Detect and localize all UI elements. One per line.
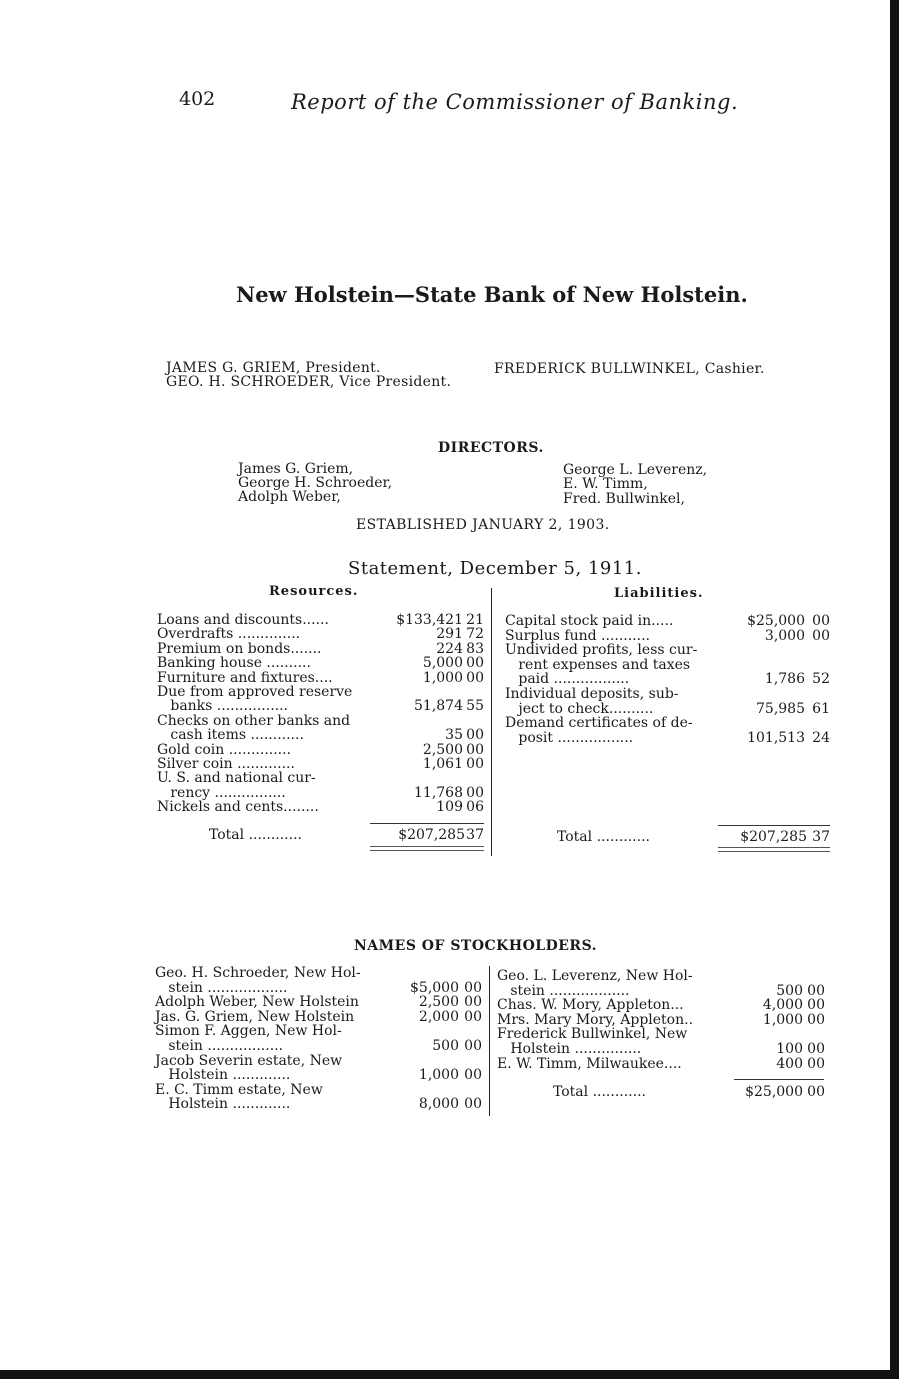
row-label: Due from approved reserve [157,684,353,700]
row-cents: 61 [812,700,830,717]
stockholders-total-row [553,1085,825,1100]
ledger-row [505,702,830,717]
row-label: Surplus fund ........... [505,627,650,644]
row-label: banks ................ [157,698,288,715]
ledger-row [497,969,825,984]
statement-column-divider [491,588,492,856]
row-label: Silver coin ............. [157,756,295,772]
ledger-row [155,1010,482,1025]
ledger-row [157,743,484,758]
row-label: E. C. Timm estate, New [155,1081,323,1098]
row-amount: 3,000 [764,627,805,644]
ledger-row [497,1042,825,1057]
row-label: Frederick Bullwinkel, New [497,1026,688,1043]
row-amount: 100 [776,1041,803,1057]
row-label: Undivided profits, less cur- [505,642,698,659]
total-amount: $207,285 [740,829,807,845]
row-cents: 00 [464,1067,482,1084]
row-cents: 06 [466,799,484,816]
ledger-row [505,716,830,731]
row-amount: $25,000 [747,613,805,629]
row-amount: 75,985 [756,700,805,717]
ledger-row [497,984,825,999]
running-head: Report of the Commissioner of Banking. [291,90,739,114]
row-label: posit ................. [505,729,634,746]
row-label: Furniture and fixtures.... [157,669,333,686]
row-label: Checks on other banks and [157,712,351,729]
officer-vice-president: GEO. H. SCHROEDER, Vice President. [166,374,452,390]
row-amount: 500 [776,982,803,999]
ledger-row [155,1097,482,1112]
row-label: Holstein ............... [497,1041,642,1057]
row-cents: 00 [807,982,825,999]
liabilities-heading: Liabilities. [614,586,704,601]
ledger-row [155,995,482,1010]
row-amount: 400 [776,1055,803,1072]
row-label: Holstein ............. [155,1067,291,1084]
ledger-row [155,1024,482,1039]
row-label: stein .................. [155,979,288,996]
director-name: E. W. Timm, [563,476,648,492]
row-cents: 00 [464,979,482,996]
statement-title: Statement, December 5, 1911. [348,558,642,579]
ledger-row [155,1054,482,1069]
row-label: stein .................. [497,982,630,999]
row-cents: 00 [466,784,484,801]
row-amount: 1,000 [762,1011,803,1028]
row-label: Loans and discounts...... [157,612,329,628]
row-amount: 101,513 [747,729,805,746]
ledger-row [505,629,830,644]
row-amount: $133,421 [396,612,463,628]
row-label: E. W. Timm, Milwaukee.... [497,1055,682,1072]
row-label: rent expenses and taxes [505,656,691,673]
resources-total-row [209,828,484,843]
row-label: ject to check.......... [505,700,654,717]
ledger-row [157,728,484,743]
row-amount: 4,000 [762,997,803,1014]
ledger-row [155,1068,482,1083]
ledger-row [505,643,830,658]
row-cents: 00 [466,756,484,772]
row-amount: 1,000 [418,1067,459,1084]
director-name: Fred. Bullwinkel, [563,491,685,507]
row-label: Jas. G. Griem, New Holstein [155,1008,355,1025]
row-amount: 11,768 [414,784,463,801]
ledger-row [497,1013,825,1028]
row-label: Capital stock paid in..... [505,613,674,629]
director-name: George H. Schroeder, [238,475,393,491]
ledger-row [157,671,484,686]
row-label: Adolph Weber, New Holstein [155,994,359,1011]
row-amount: 224 [436,640,463,657]
row-cents: 00 [466,669,484,686]
total-cents: 37 [466,827,484,843]
row-cents: 00 [807,1055,825,1072]
row-cents: 00 [464,1038,482,1054]
total-double-rule [370,846,484,851]
row-cents: 83 [466,640,484,657]
officer-president: JAMES G. GRIEM, President. [166,360,381,376]
page-edge-right [890,0,899,1379]
row-label: Individual deposits, sub- [505,686,679,702]
ledger-row [157,714,484,729]
page-edge-bottom [0,1370,899,1379]
row-amount: 500 [432,1038,459,1054]
directors-heading: DIRECTORS. [438,440,544,456]
row-amount: 1,000 [422,669,463,686]
total-label: Total ............ [557,829,650,845]
row-amount: 1,061 [422,756,463,772]
ledger-row [157,757,484,772]
ledger-row [505,614,830,629]
total-rule [718,825,830,826]
row-amount: 35 [445,727,463,744]
row-label: Geo. L. Leverenz, New Hol- [497,968,693,984]
row-label: Nickels and cents........ [157,799,319,816]
bank-title: New Holstein—State Bank of New Holstein. [236,282,748,307]
row-cents: 00 [812,613,830,629]
ledger-row [505,731,830,746]
row-label: Chas. W. Mory, Appleton... [497,997,684,1014]
row-label: rency ................ [157,784,286,801]
ledger-row [497,998,825,1013]
ledger-row [497,1057,825,1072]
row-cents: 24 [812,729,830,746]
stockholders-column-divider [489,966,490,1116]
row-label: Simon F. Aggen, New Hol- [155,1023,342,1040]
ledger-row [157,800,484,815]
ledger-row [505,672,830,687]
row-cents: 00 [807,1041,825,1057]
row-amount: 291 [436,626,463,643]
total-amount: $25,000 [745,1084,803,1100]
row-cents: 21 [466,612,484,628]
ledger-row [157,699,484,714]
ledger-row [157,656,484,671]
row-cents: 72 [466,626,484,643]
row-label: stein ................. [155,1038,284,1054]
ledger-row [157,786,484,801]
row-label: Overdrafts .............. [157,626,301,643]
total-cents: 00 [807,1084,825,1100]
row-label: Holstein ............. [155,1096,291,1113]
director-name: Adolph Weber, [238,489,341,505]
row-cents: 00 [464,1096,482,1113]
row-label: paid ................. [505,671,630,688]
established-date: ESTABLISHED JANUARY 2, 1903. [356,517,610,533]
ledger-row [157,627,484,642]
row-amount: 5,000 [422,655,463,672]
row-amount: $5,000 [410,979,459,996]
total-label: Total ............ [553,1084,646,1100]
ledger-row [157,771,484,786]
row-cents: 00 [466,741,484,758]
ledger-row [157,642,484,657]
row-amount: 51,874 [414,698,463,715]
page-number: 402 [179,88,216,110]
total-label: Total ............ [209,827,302,843]
stockholders-heading: NAMES OF STOCKHOLDERS. [354,938,598,954]
total-double-rule [718,847,830,852]
ledger-row [155,966,482,981]
row-label: Mrs. Mary Mory, Appleton.. [497,1011,694,1028]
row-cents: 55 [466,698,484,715]
row-label: Jacob Severin estate, New [155,1052,343,1069]
ledger-row [497,1027,825,1042]
row-label: Geo. H. Schroeder, New Hol- [155,965,361,981]
row-amount: 1,786 [764,671,805,688]
ledger-row [155,1083,482,1098]
row-cents: 00 [466,655,484,672]
row-label: cash items ............ [157,727,304,744]
ledger-row [157,613,484,628]
row-amount: 8,000 [418,1096,459,1113]
row-amount: 2,000 [418,1008,459,1025]
total-amount: $207,285 [398,827,465,843]
row-amount: 2,500 [418,994,459,1011]
director-name: James G. Griem, [238,461,354,477]
row-cents: 00 [807,1011,825,1028]
total-rule [370,823,484,824]
row-label: Gold coin .............. [157,741,292,758]
row-amount: 109 [436,799,463,816]
row-label: U. S. and national cur- [157,770,316,787]
total-cents: 37 [812,829,830,845]
row-cents: 00 [466,727,484,744]
row-label: Banking house .......... [157,655,311,672]
row-amount: 2,500 [422,741,463,758]
row-cents: 00 [812,627,830,644]
row-cents: 52 [812,671,830,688]
director-name: George L. Leverenz, [563,462,708,478]
total-rule [734,1079,824,1080]
ledger-row [505,658,830,673]
row-label: Demand certificates of de- [505,715,693,732]
ledger-row [155,981,482,996]
row-label: Premium on bonds....... [157,640,322,657]
ledger-row [505,687,830,702]
row-cents: 00 [464,994,482,1011]
resources-heading: Resources. [269,584,359,599]
officer-cashier: FREDERICK BULLWINKEL, Cashier. [494,361,765,377]
ledger-row [157,685,484,700]
row-cents: 00 [807,997,825,1014]
row-cents: 00 [464,1008,482,1025]
liabilities-total-row [557,830,830,845]
ledger-row [155,1039,482,1054]
